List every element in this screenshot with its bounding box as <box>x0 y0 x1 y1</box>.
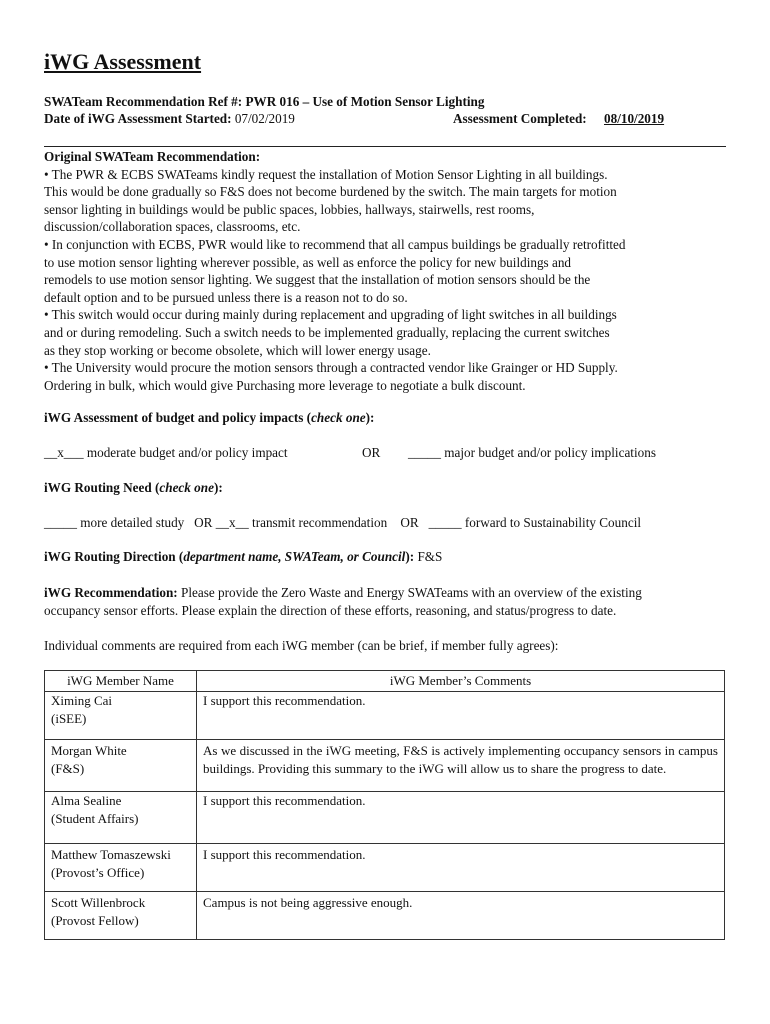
member-comment: I support this recommendation. <box>197 792 725 844</box>
original-recommendation <box>44 148 734 394</box>
original-line: • In conjunction with ECBS, PWR would like to recommend that all campus buildings be gradually retrofitted <box>44 236 626 252</box>
routing-direction-value: F&S <box>414 549 443 564</box>
date-started-value: 07/02/2019 <box>234 111 295 126</box>
budget-heading <box>44 410 374 426</box>
routing-need-heading-text: iWG Routing Need ( <box>44 480 160 495</box>
original-line: to use motion sensor lighting wherever possible, as well as enforce the policy for new buildings and <box>44 254 572 270</box>
iwg-recommendation-line2: occupancy sensor efforts. Please explain the direction of these efforts, reasoning, and status/progress to date. <box>44 603 617 618</box>
member-name: Ximing Cai <box>51 693 113 708</box>
member-comment: I support this recommendation. <box>197 844 725 892</box>
original-line: Ordering in bulk, which would give Purchasing more leverage to negotiate a bulk discount. <box>44 377 526 393</box>
member-name-cell <box>45 792 197 844</box>
original-line: and or during remodeling. Such a switch needs to be implemented gradually, replacing the current switches <box>44 324 610 340</box>
original-line: • The University would procure the motion sensors through a contracted vendor like Grainger or HD Supply. <box>44 360 618 376</box>
budget-or: OR <box>362 445 381 460</box>
recommendation-ref: SWATeam Recommendation Ref #: PWR 016 – Use of Motion Sensor Lighting <box>44 94 485 109</box>
member-comment: As we discussed in the iWG meeting, F&S is actively implementing occupancy sensors in campus buildings. Providing this summary to the iWG will allow us to share the progress to date. <box>197 740 725 792</box>
routing-direction-heading-end: ): <box>405 549 415 564</box>
member-affiliation: (Student Affairs) <box>51 810 139 826</box>
original-line: default option and to be pursued unless there is a reason not to do so. <box>44 289 408 305</box>
original-line: • The PWR & ECBS SWATeams kindly request the installation of Motion Sensor Lighting in all buildings. <box>44 166 608 182</box>
budget-heading-text: iWG Assessment of budget and policy impacts ( <box>44 410 312 425</box>
member-name: Scott Willenbrock <box>51 895 146 910</box>
member-name-cell <box>45 844 197 892</box>
table-row <box>45 692 725 740</box>
original-line: This would be done gradually so F&S does not become burdened by the switch. The main targets for motion <box>44 184 617 200</box>
member-name: Matthew Tomaszewski <box>51 847 171 862</box>
member-affiliation: (F&S) <box>51 760 85 776</box>
iwg-recommendation-text: Please provide the Zero Waste and Energy SWATeams with an overview of the existing <box>177 585 642 600</box>
iwg-recommendation-label: iWG Recommendation: <box>44 585 178 600</box>
table-row <box>45 792 725 844</box>
original-line: sensor lighting in buildings would be public spaces, lobbies, hallways, stairwells, rest rooms, <box>44 201 535 217</box>
table-row <box>45 892 725 940</box>
original-line: • This switch would occur during mainly during replacement and upgrading of light switches in all buildings <box>44 307 617 323</box>
member-name-cell <box>45 692 197 740</box>
column-header-name: iWG Member Name <box>45 671 197 692</box>
member-affiliation: (Provost’s Office) <box>51 864 145 880</box>
table-row <box>45 740 725 792</box>
table-header-row <box>45 671 725 692</box>
routing-need-heading-end: ): <box>213 480 223 495</box>
budget-option-major: _____ major budget and/or policy implications <box>408 445 656 460</box>
assessment-completed-row <box>453 111 676 127</box>
table-row <box>45 844 725 892</box>
document-title: iWG Assessment <box>44 49 202 74</box>
original-line: as they stop working or become obsolete, which will lower energy usage. <box>44 342 431 358</box>
member-name: Morgan White <box>51 743 127 758</box>
budget-heading-end: ): <box>365 410 375 425</box>
member-comment: Campus is not being aggressive enough. <box>197 892 725 940</box>
assessment-completed-label: Assessment Completed: <box>453 111 587 126</box>
assessment-completed-value: 08/10/2019 <box>604 111 665 126</box>
routing-need-options: _____ more detailed study OR __x__ transmit recommendation OR _____ forward to Sustainability Council <box>44 515 642 530</box>
member-name-cell <box>45 740 197 792</box>
routing-direction-emphasis: department name, SWATeam, or Council <box>183 549 406 564</box>
iwg-recommendation-line1 <box>44 585 642 601</box>
routing-direction <box>44 549 442 565</box>
original-line: remodels to use motion sensor lighting. We suggest that the installation of motion sensors should be the <box>44 272 591 288</box>
budget-option-moderate: __x___ moderate budget and/or policy impact <box>44 445 288 460</box>
original-recommendation-heading: Original SWATeam Recommendation: <box>44 149 261 164</box>
routing-need-heading-emphasis: check one <box>159 480 214 495</box>
column-header-comments: iWG Member’s Comments <box>197 671 725 692</box>
date-started-row <box>44 111 295 127</box>
member-comments-table <box>44 670 725 940</box>
member-name-cell <box>45 892 197 940</box>
header-divider <box>44 146 726 147</box>
original-line: discussion/collaboration spaces, classrooms, etc. <box>44 219 301 235</box>
member-affiliation: (Provost Fellow) <box>51 912 139 928</box>
member-name: Alma Sealine <box>51 793 122 808</box>
comments-intro: Individual comments are required from each iWG member (can be brief, if member fully agrees): <box>44 638 559 653</box>
date-started-label: Date of iWG Assessment Started: <box>44 111 232 126</box>
routing-direction-heading: iWG Routing Direction ( <box>44 549 184 564</box>
routing-need-heading <box>44 480 223 496</box>
member-comment: I support this recommendation. <box>197 692 725 740</box>
budget-heading-emphasis: check one <box>311 410 366 425</box>
member-affiliation: (iSEE) <box>51 710 87 726</box>
